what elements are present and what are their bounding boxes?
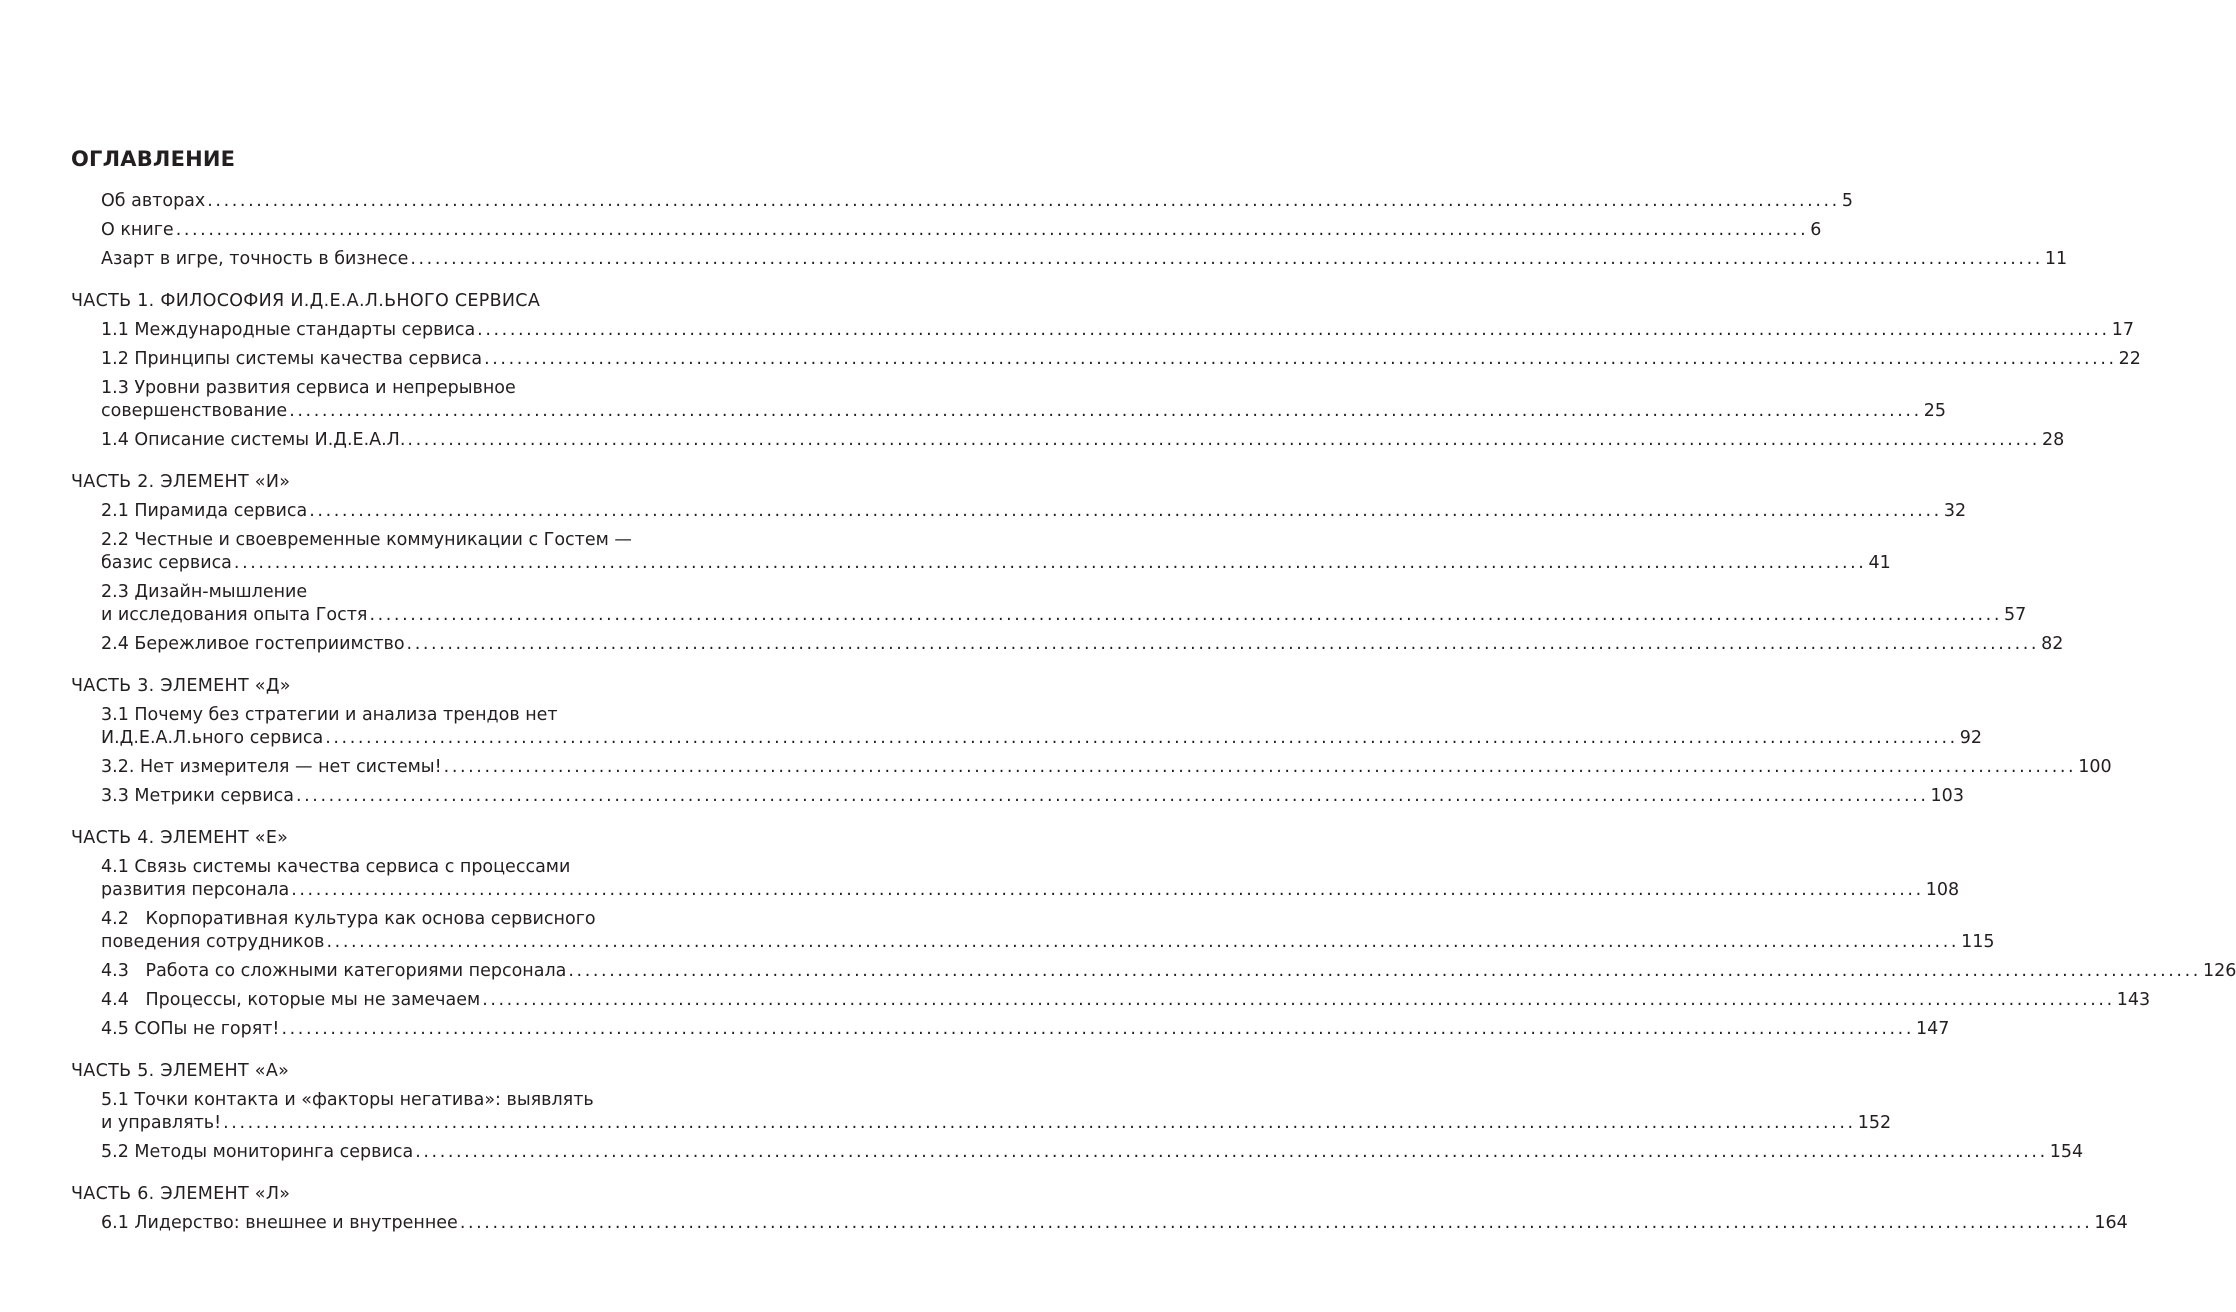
entry-title: базис сервиса — [101, 553, 232, 573]
dot-leader: ........................................................................................................................................................................................................ — [482, 990, 2115, 1010]
dot-leader: ........................................................................................................................................................................................................ — [325, 728, 1958, 748]
page-number: 152 — [1857, 1113, 1892, 1133]
entry-title: 4.4 Процессы, которые мы не замечаем — [101, 990, 481, 1010]
dot-leader: ........................................................................................................................................................................................................ — [443, 757, 2077, 777]
entry-title: совершенствование — [101, 401, 288, 421]
page-number: 25 — [1923, 401, 1947, 421]
page-number: 126 — [2202, 961, 2236, 981]
dot-leader: ........................................................................................................................................................................................................ — [309, 501, 1942, 521]
toc-entry[interactable] — [101, 908, 1995, 954]
toc-entry[interactable] — [101, 319, 2135, 342]
toc-entry[interactable] — [101, 756, 2112, 779]
part-heading: ЧАСТЬ 1. ФИЛОСОФИЯ И.Д.Е.А.Л.ЬНОГО СЕРВИСА — [71, 291, 541, 311]
page-number: 143 — [2116, 990, 2151, 1010]
entry-title: 5.1 Точки контакта и «факторы негатива»: выявлять — [101, 1090, 594, 1110]
entry-title: 1.2 Принципы системы качества сервиса — [101, 349, 483, 369]
entry-title: 1.3 Уровни развития сервиса и непрерывное — [101, 378, 516, 398]
toc-entry[interactable] — [101, 429, 2065, 452]
dot-leader: ........................................................................................................................................................................................................ — [289, 401, 1922, 421]
entry-title: и исследования опыта Гостя — [101, 605, 368, 625]
toc-entry[interactable] — [101, 190, 1853, 213]
page-number: 57 — [2004, 605, 2027, 625]
toc-entry[interactable] — [101, 1212, 2128, 1235]
entry-title: 1.4 Описание системы И.Д.Е.А.Л. — [101, 430, 406, 450]
page-number: 28 — [2041, 430, 2065, 450]
page-number: 92 — [1959, 728, 1983, 748]
entry-title: 2.4 Бережливое гостеприимство — [101, 634, 405, 654]
entry-title: 3.1 Почему без стратегии и анализа трендов нет — [101, 705, 558, 725]
toc-entry[interactable] — [101, 1018, 1950, 1041]
page-number: 115 — [1961, 932, 1995, 952]
toc-entry[interactable] — [101, 704, 1983, 750]
part-heading: ЧАСТЬ 4. ЭЛЕМЕНТ «Е» — [71, 828, 289, 848]
page-number: 11 — [2044, 249, 2068, 269]
toc-entry[interactable] — [101, 1089, 1892, 1135]
page-number: 6 — [1810, 220, 1822, 240]
dot-leader: ........................................................................................................................................................................................................ — [415, 1142, 2048, 1162]
dot-leader: ........................................................................................................................................................................................................ — [295, 786, 1929, 806]
entry-title: 4.3 Работа со сложными категориями персонала — [101, 961, 567, 981]
page-number: 164 — [2094, 1213, 2128, 1233]
page-number: 22 — [2118, 349, 2141, 369]
part-heading: ЧАСТЬ 6. ЭЛЕМЕНТ «Л» — [71, 1184, 291, 1204]
entry-title: 4.1 Связь системы качества сервиса с процессами — [101, 857, 571, 877]
toc-entry[interactable] — [101, 633, 2064, 656]
dot-leader: ........................................................................................................................................................................................................ — [207, 191, 1840, 211]
page-number: 32 — [1943, 501, 1967, 521]
entry-title: И.Д.Е.А.Л.ьного сервиса — [101, 728, 324, 748]
toc-entry[interactable] — [101, 529, 1891, 575]
entry-title: Об авторах — [101, 191, 206, 211]
toc-entry[interactable] — [101, 348, 2141, 371]
entry-title: развития персонала — [101, 880, 290, 900]
entry-title: 1.1 Международные стандарты сервиса — [101, 320, 476, 340]
dot-leader: ........................................................................................................................................................................................................ — [484, 349, 2117, 369]
entry-title: О книге — [101, 220, 174, 240]
page-number: 17 — [2111, 320, 2135, 340]
toc-entry[interactable] — [101, 248, 2068, 271]
page-number: 103 — [1930, 786, 1964, 806]
toc-entry[interactable] — [101, 856, 1960, 902]
part-heading: ЧАСТЬ 2. ЭЛЕМЕНТ «И» — [71, 472, 291, 492]
dot-leader: ........................................................................................................................................................................................................ — [291, 880, 1924, 900]
dot-leader: ........................................................................................................................................................................................................ — [459, 1213, 2093, 1233]
entry-title: 2.1 Пирамида сервиса — [101, 501, 308, 521]
toc-entry[interactable] — [101, 219, 1822, 242]
entry-title: и управлять! — [101, 1113, 222, 1133]
entry-title: поведения сотрудников — [101, 932, 325, 952]
page-number: 147 — [1916, 1019, 1950, 1039]
toc-entry[interactable] — [101, 960, 2236, 983]
page-number: 41 — [1868, 553, 1891, 573]
entry-title: 2.2 Честные и своевременные коммуникации с Гостем — — [101, 530, 632, 550]
toc-entry[interactable] — [101, 989, 2151, 1012]
dot-leader: ........................................................................................................................................................................................................ — [406, 634, 2040, 654]
dot-leader: ........................................................................................................................................................................................................ — [407, 430, 2040, 450]
entry-title: 3.2. Нет измерителя — нет системы! — [101, 757, 442, 777]
page-number: 154 — [2049, 1142, 2084, 1162]
toc-entry[interactable] — [101, 500, 1967, 523]
page-title: ОГЛАВЛЕНИЕ — [71, 147, 236, 171]
toc-entry[interactable] — [101, 581, 2027, 627]
part-heading: ЧАСТЬ 5. ЭЛЕМЕНТ «А» — [71, 1061, 290, 1081]
entry-title: 3.3 Метрики сервиса — [101, 786, 294, 806]
entry-title: 4.5 СОПы не горят! — [101, 1019, 280, 1039]
toc-entry[interactable] — [101, 1141, 2084, 1164]
dot-leader: ........................................................................................................................................................................................................ — [175, 220, 1809, 240]
dot-leader: ........................................................................................................................................................................................................ — [369, 605, 2002, 625]
dot-leader: ........................................................................................................................................................................................................ — [477, 320, 2110, 340]
entry-title: 5.2 Методы мониторинга сервиса — [101, 1142, 414, 1162]
dot-leader: ........................................................................................................................................................................................................ — [410, 249, 2043, 269]
toc-entry[interactable] — [101, 785, 1964, 808]
dot-leader: ........................................................................................................................................................................................................ — [568, 961, 2201, 981]
entry-title: 6.1 Лидерство: внешнее и внутреннее — [101, 1213, 458, 1233]
dot-leader: ........................................................................................................................................................................................................ — [326, 932, 1960, 952]
entry-title: 2.3 Дизайн-мышление — [101, 582, 308, 602]
entry-title: Азарт в игре, точность в бизнесе — [101, 249, 409, 269]
page-number: 100 — [2078, 757, 2112, 777]
page-number: 108 — [1925, 880, 1960, 900]
dot-leader: ........................................................................................................................................................................................................ — [223, 1113, 1856, 1133]
dot-leader: ........................................................................................................................................................................................................ — [233, 553, 1867, 573]
entry-title: 4.2 Корпоративная культура как основа сервисного — [101, 909, 596, 929]
page-number: 5 — [1841, 191, 1853, 211]
dot-leader: ........................................................................................................................................................................................................ — [281, 1019, 1915, 1039]
toc-entry[interactable] — [101, 377, 1947, 423]
part-heading: ЧАСТЬ 3. ЭЛЕМЕНТ «Д» — [71, 676, 291, 696]
page-number: 82 — [2041, 634, 2064, 654]
